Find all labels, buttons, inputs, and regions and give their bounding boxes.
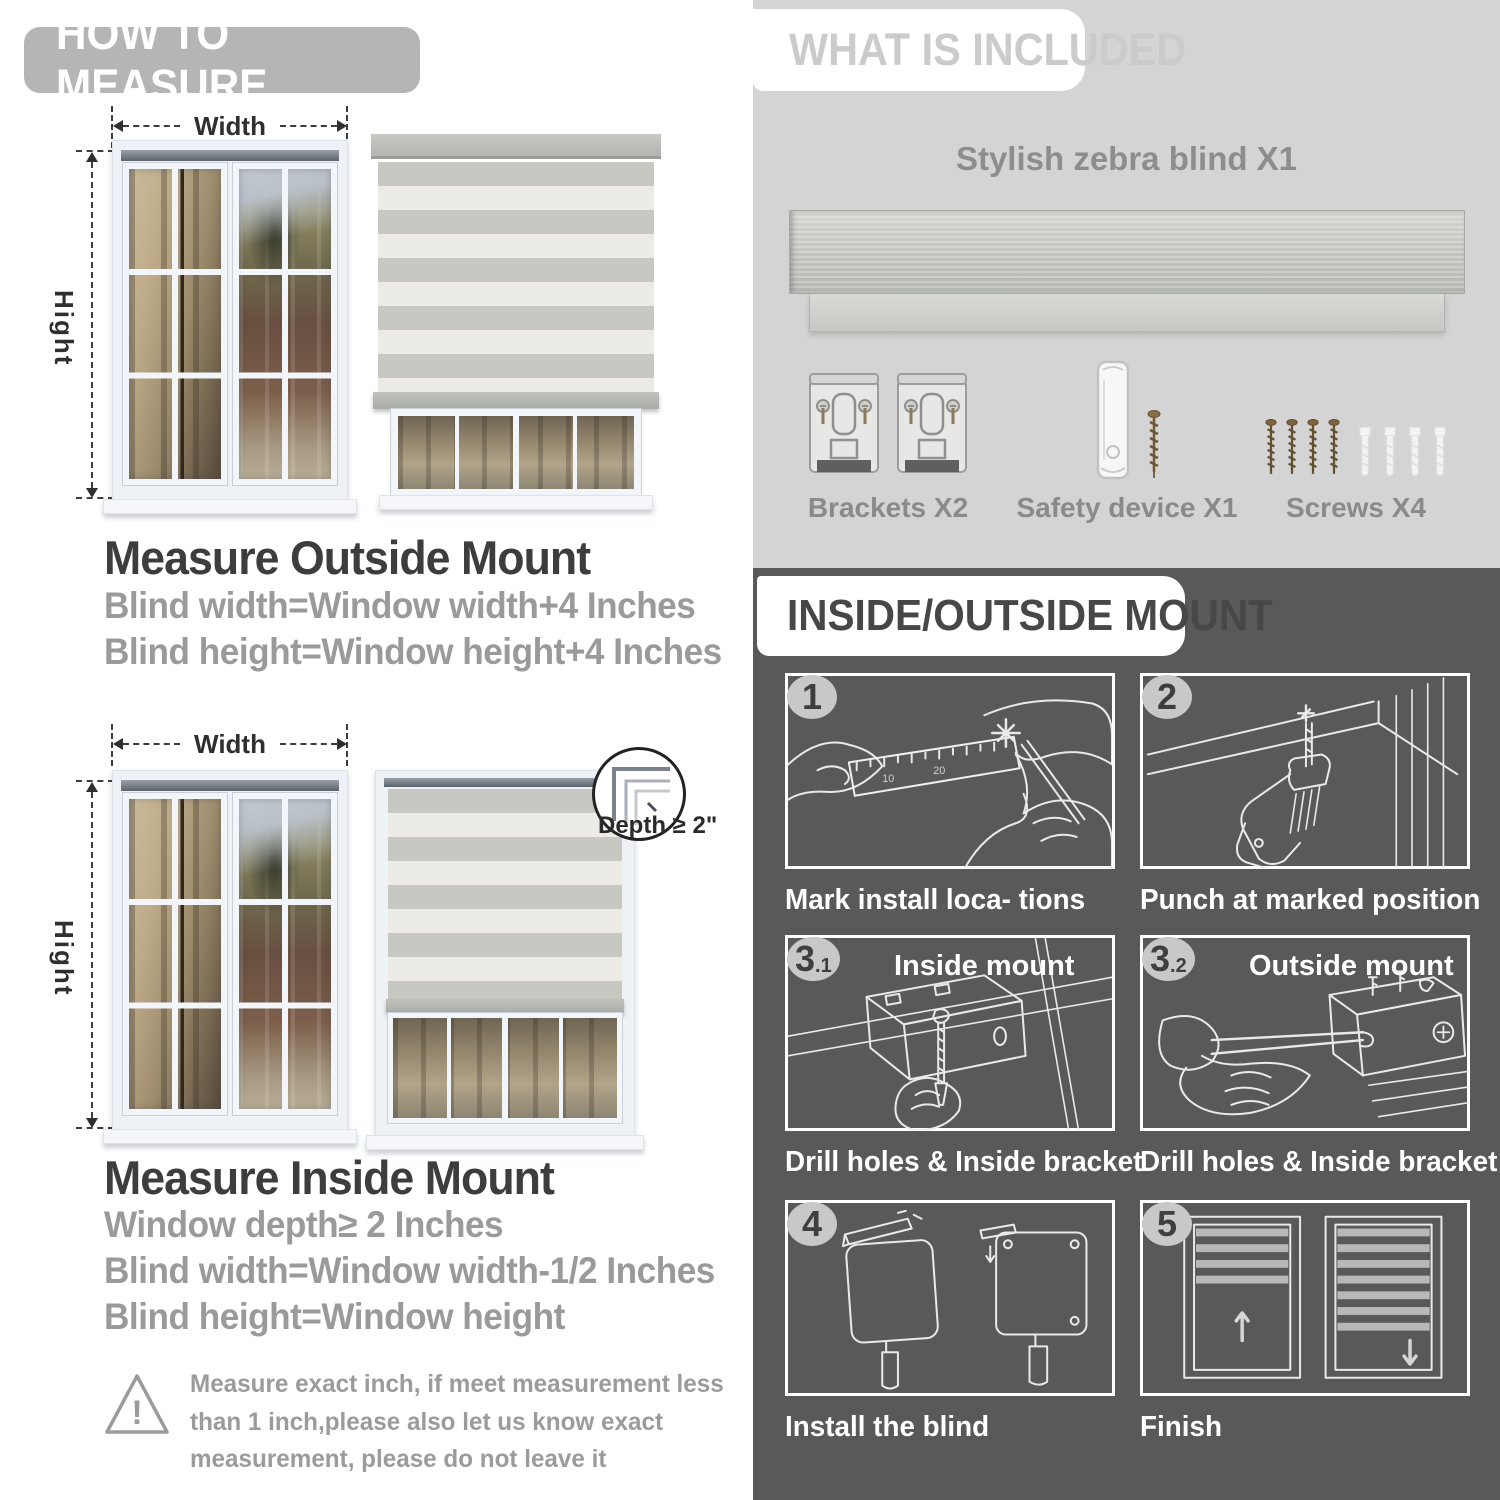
blind-stripes xyxy=(378,162,654,392)
what-is-included-title: WHAT IS INCLUDED xyxy=(789,24,1187,75)
outside-height-rule: Blind height=Window height+4 Inches xyxy=(104,631,722,672)
headrail-bar xyxy=(789,210,1465,294)
drill-illustration xyxy=(1143,676,1467,868)
blind-outside-mount-illustration xyxy=(375,134,657,506)
part-brackets xyxy=(763,348,1013,524)
arrow-right-icon xyxy=(337,120,347,132)
screws-label: Screws X4 xyxy=(1285,492,1427,523)
svg-text:!: ! xyxy=(131,1394,143,1432)
arrow-right-icon xyxy=(337,738,347,750)
mount-steps-section xyxy=(753,568,1500,1500)
wall-anchor-icon xyxy=(1357,424,1373,480)
inside-mount-step-title: Inside mount xyxy=(894,950,1075,982)
step-number-badge: 2 xyxy=(1142,675,1192,719)
arrow-down-icon xyxy=(86,488,98,498)
blind-stripes xyxy=(388,789,622,999)
step-number-badge: 3 .1 xyxy=(787,937,840,981)
warning-text: Measure exact inch, if meet measurement less than 1 inch,please also let us know exact measurement, please do not leave it xyxy=(190,1370,724,1473)
arrow-up-icon xyxy=(86,152,98,162)
bracket-icon xyxy=(807,372,881,480)
how-to-measure-header xyxy=(24,8,420,111)
how-to-measure-title: HOW TO MEASURE xyxy=(56,8,268,111)
blind-bottom-rail xyxy=(386,999,624,1013)
headrail-lip xyxy=(809,294,1445,332)
window-sash-right xyxy=(233,793,337,1115)
width-arrow xyxy=(113,110,347,141)
window-photo-outside xyxy=(112,140,348,502)
screw-icon xyxy=(1286,418,1298,480)
mount-title: INSIDE/OUTSIDE MOUNT xyxy=(787,591,1273,640)
window-sill xyxy=(366,1135,644,1150)
screw-icon xyxy=(1307,418,1319,480)
screw-icon xyxy=(1328,418,1340,480)
window-top-jamb xyxy=(121,780,339,791)
blind-bottom-rail xyxy=(373,392,659,409)
step-number-badge: 5 xyxy=(1142,1202,1192,1246)
height-label: Hight xyxy=(49,290,79,367)
wall-anchor-icon xyxy=(1407,424,1423,480)
step-number-badge: 4 xyxy=(787,1202,837,1246)
arrow-up-icon xyxy=(86,782,98,792)
outside-mount-step-title: Outside mount xyxy=(1249,950,1454,982)
step-caption-5: Finish xyxy=(1140,1411,1222,1443)
wall-anchor-icon xyxy=(1382,424,1398,480)
window-top-jamb xyxy=(384,778,626,787)
svg-text:10: 10 xyxy=(882,773,895,786)
window-muntins xyxy=(398,416,634,489)
arrow-down-icon xyxy=(86,1118,98,1128)
window-top-jamb xyxy=(121,150,339,161)
step-number-badge: 1 xyxy=(787,675,837,719)
part-screws xyxy=(1231,348,1481,524)
window-muntins xyxy=(393,1018,617,1118)
window-under-blind xyxy=(391,409,641,496)
step-caption-4: Install the blind xyxy=(785,1411,990,1443)
step-caption-3-2: Drill holes & Inside bracket xyxy=(1140,1146,1498,1178)
finish-blinds-illustration xyxy=(1143,1203,1467,1395)
blind-cassette xyxy=(371,134,661,159)
inside-width-rule: Blind width=Window width-1/2 Inches xyxy=(104,1250,715,1291)
inside-mount-heading: Measure Inside Mount xyxy=(104,1151,554,1204)
window-under-blind xyxy=(388,1013,622,1123)
window-sash-left xyxy=(123,163,227,485)
wall-anchor-icon xyxy=(1432,424,1448,480)
arrow-left-icon xyxy=(113,120,123,132)
arrow-left-icon xyxy=(113,738,123,750)
screw-icon xyxy=(1265,418,1277,480)
outside-width-rule: Blind width=Window width+4 Inches xyxy=(104,585,696,626)
width-label: Width xyxy=(194,110,266,141)
width-arrow xyxy=(113,728,347,759)
window-sill xyxy=(103,1129,357,1144)
height-arrow xyxy=(83,152,101,498)
window-sash-right xyxy=(233,163,337,485)
step-caption-3-1: Drill holes & Inside bracket xyxy=(785,1146,1143,1178)
window-sash-left xyxy=(123,793,227,1115)
inside-height-rule: Blind height=Window height xyxy=(104,1296,565,1337)
outside-mount-heading: Measure Outside Mount xyxy=(104,531,591,584)
inside-depth-rule: Window depth≥ 2 Inches xyxy=(104,1204,504,1245)
height-label: Hight xyxy=(49,920,79,997)
bracket-icon xyxy=(895,372,969,480)
width-label: Width xyxy=(194,728,266,759)
step-number-badge: 3 .2 xyxy=(1142,937,1195,981)
step-caption-1: Mark install loca- tions xyxy=(785,884,1086,916)
mount-header xyxy=(757,576,1273,656)
safety-device-icon xyxy=(1093,360,1133,480)
window-photo-inside xyxy=(112,770,348,1132)
step-caption-2: Punch at marked position xyxy=(1140,884,1481,916)
blind-inside-mount-illustration xyxy=(375,770,635,1138)
screw-icon xyxy=(1147,410,1161,480)
install-blind-illustration xyxy=(788,1203,1112,1395)
safety-device-label: Safety device X1 xyxy=(1016,492,1238,523)
brackets-label: Brackets X2 xyxy=(807,492,969,523)
what-is-included-header xyxy=(753,9,1187,91)
window-sill xyxy=(103,499,357,514)
zebra-blind-headrail xyxy=(789,210,1465,336)
part-safety-device xyxy=(1011,348,1243,524)
ruler-pencil-illustration xyxy=(788,676,1112,868)
warning-triangle-icon xyxy=(103,1372,171,1436)
window-sill xyxy=(379,495,653,510)
what-is-included-section xyxy=(753,0,1500,568)
depth-note: Depth ≥ 2" xyxy=(598,812,718,839)
height-arrow xyxy=(83,782,101,1128)
zebra-blind-label: Stylish zebra blind X1 xyxy=(955,140,1298,177)
svg-text:20: 20 xyxy=(933,765,946,778)
